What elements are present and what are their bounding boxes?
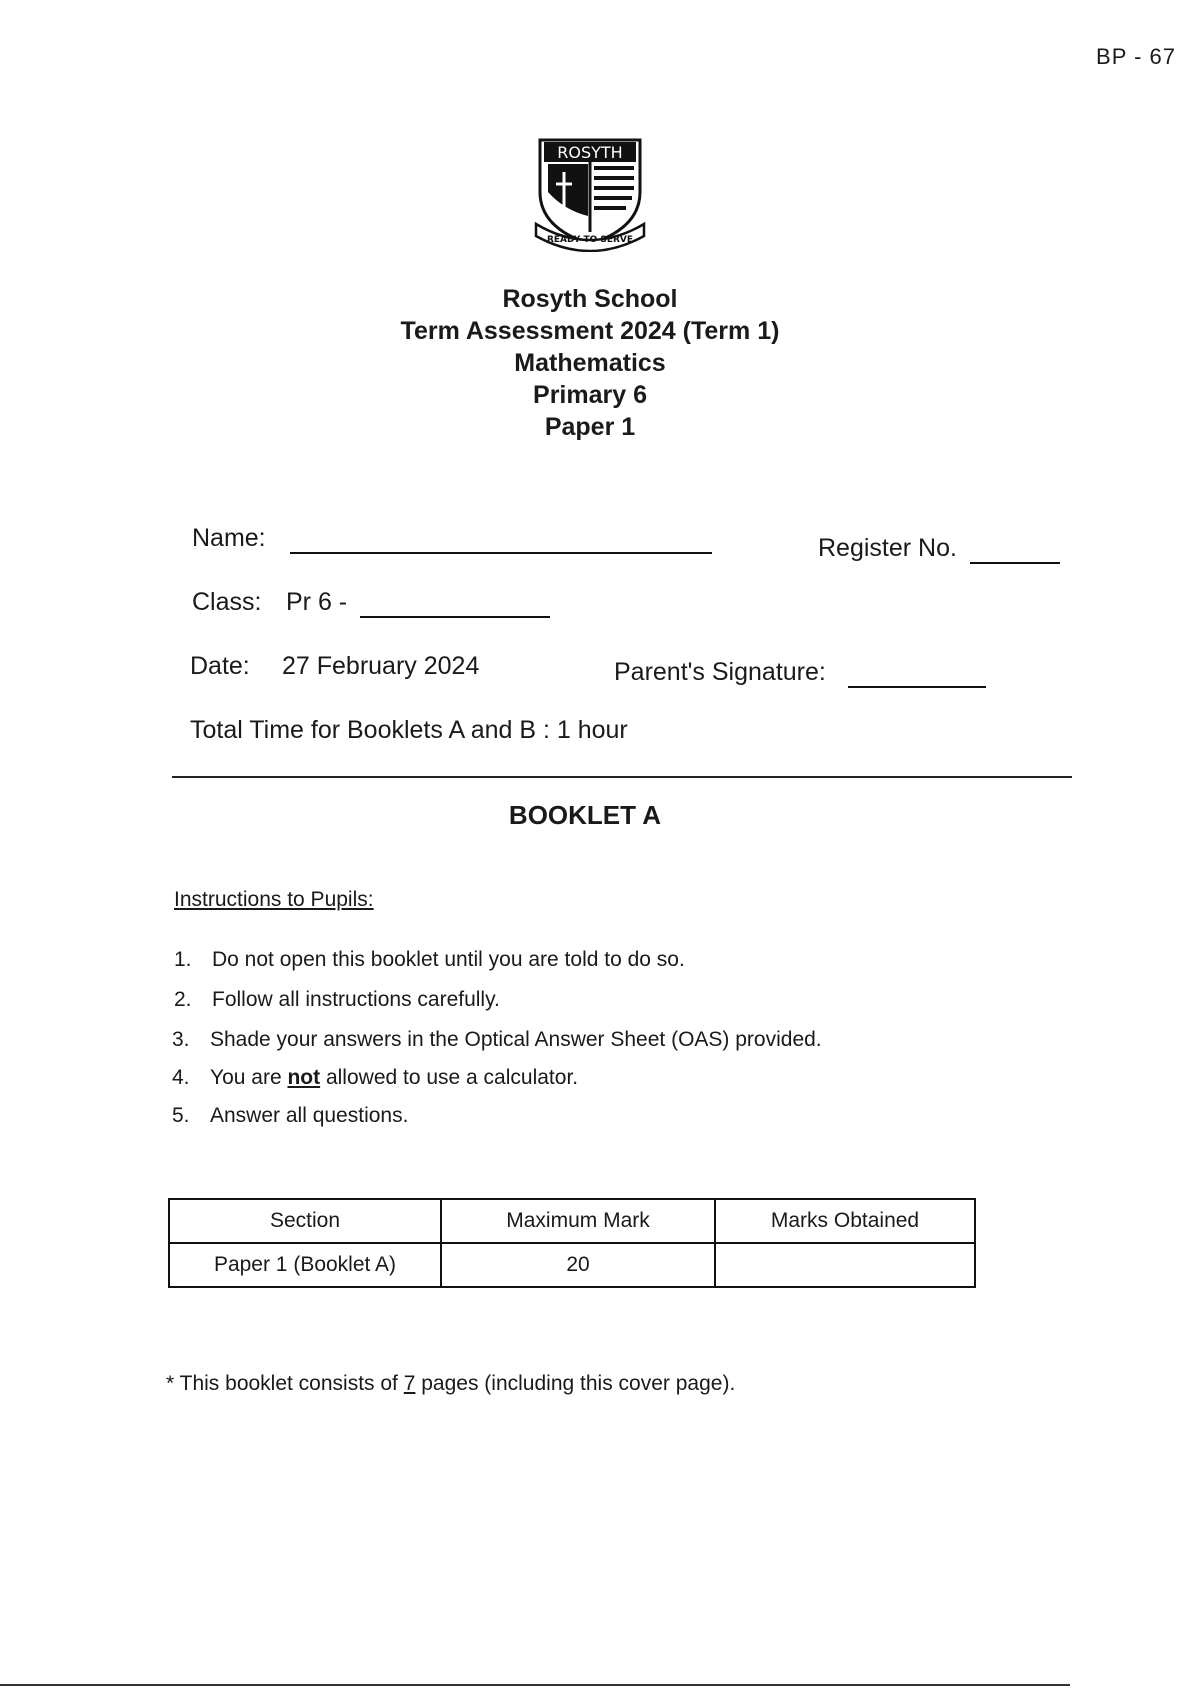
level-title: Primary 6: [533, 381, 647, 409]
instruction-item: [174, 948, 685, 972]
instruction-number: 1.: [174, 948, 192, 971]
footnote-text: * This booklet consists of: [166, 1372, 404, 1395]
marks-table: [168, 1198, 976, 1288]
bottom-divider: [0, 1684, 1070, 1686]
signature-field[interactable]: [848, 686, 986, 688]
paper-title: Paper 1: [544, 413, 636, 441]
svg-text:ROSYTH: ROSYTH: [557, 143, 623, 162]
instruction-item: [172, 1066, 578, 1090]
table-header-cell: Marks Obtained: [715, 1199, 975, 1243]
subject-title: Mathematics: [514, 349, 666, 377]
date-label: Date:: [190, 652, 250, 680]
instruction-text: Answer all questions.: [210, 1104, 409, 1127]
register-field[interactable]: [970, 562, 1060, 564]
total-time: Total Time for Booklets A and B : 1 hour: [190, 716, 628, 744]
instruction-number: 5.: [172, 1104, 190, 1127]
footnote-page-count: 7: [403, 1372, 416, 1395]
instruction-number: 4.: [172, 1066, 190, 1089]
page-code: BP - 67: [1096, 44, 1176, 69]
instruction-item: [174, 988, 500, 1012]
instruction-item: [172, 1104, 408, 1128]
instruction-item: [172, 1028, 822, 1052]
instruction-text: Shade your answers in the Optical Answer Sheet (OAS) provided.: [210, 1028, 822, 1051]
class-label: Class:: [192, 588, 262, 616]
instruction-text: Do not open this booklet until you are told to do so.: [212, 948, 685, 971]
school-name: Rosyth School: [502, 285, 678, 313]
instruction-number: 2.: [174, 988, 192, 1011]
table-header-cell: Section: [169, 1199, 441, 1243]
instruction-text: Follow all instructions carefully.: [212, 988, 500, 1011]
footnote-text: pages (including this cover page).: [415, 1372, 736, 1395]
instruction-text: allowed to use a calculator.: [320, 1066, 579, 1089]
name-label: Name:: [192, 524, 266, 552]
name-field[interactable]: [290, 552, 712, 554]
instruction-text: You are: [210, 1066, 288, 1089]
register-label: Register No.: [818, 534, 957, 562]
svg-text:READY TO SERVE: READY TO SERVE: [546, 235, 634, 245]
table-header-cell: Maximum Mark: [441, 1199, 715, 1243]
table-header-row: [169, 1199, 975, 1243]
marks-obtained-cell[interactable]: [715, 1243, 975, 1287]
assessment-title: Term Assessment 2024 (Term 1): [400, 317, 780, 345]
instructions-heading: Instructions to Pupils:: [174, 888, 374, 911]
class-value: Pr 6 -: [286, 588, 348, 616]
school-crest-logo: [534, 132, 646, 252]
date-value: 27 February 2024: [282, 652, 480, 680]
signature-label: Parent's Signature:: [614, 658, 826, 686]
instruction-number: 3.: [172, 1028, 190, 1051]
footnote: [166, 1372, 735, 1396]
table-cell: Paper 1 (Booklet A): [169, 1243, 441, 1287]
table-cell: 20: [441, 1243, 715, 1287]
table-row: [169, 1243, 975, 1287]
class-field[interactable]: [360, 616, 550, 618]
booklet-title: BOOKLET A: [508, 800, 662, 830]
instruction-emphasis: not: [287, 1066, 321, 1089]
divider: [172, 776, 1072, 778]
